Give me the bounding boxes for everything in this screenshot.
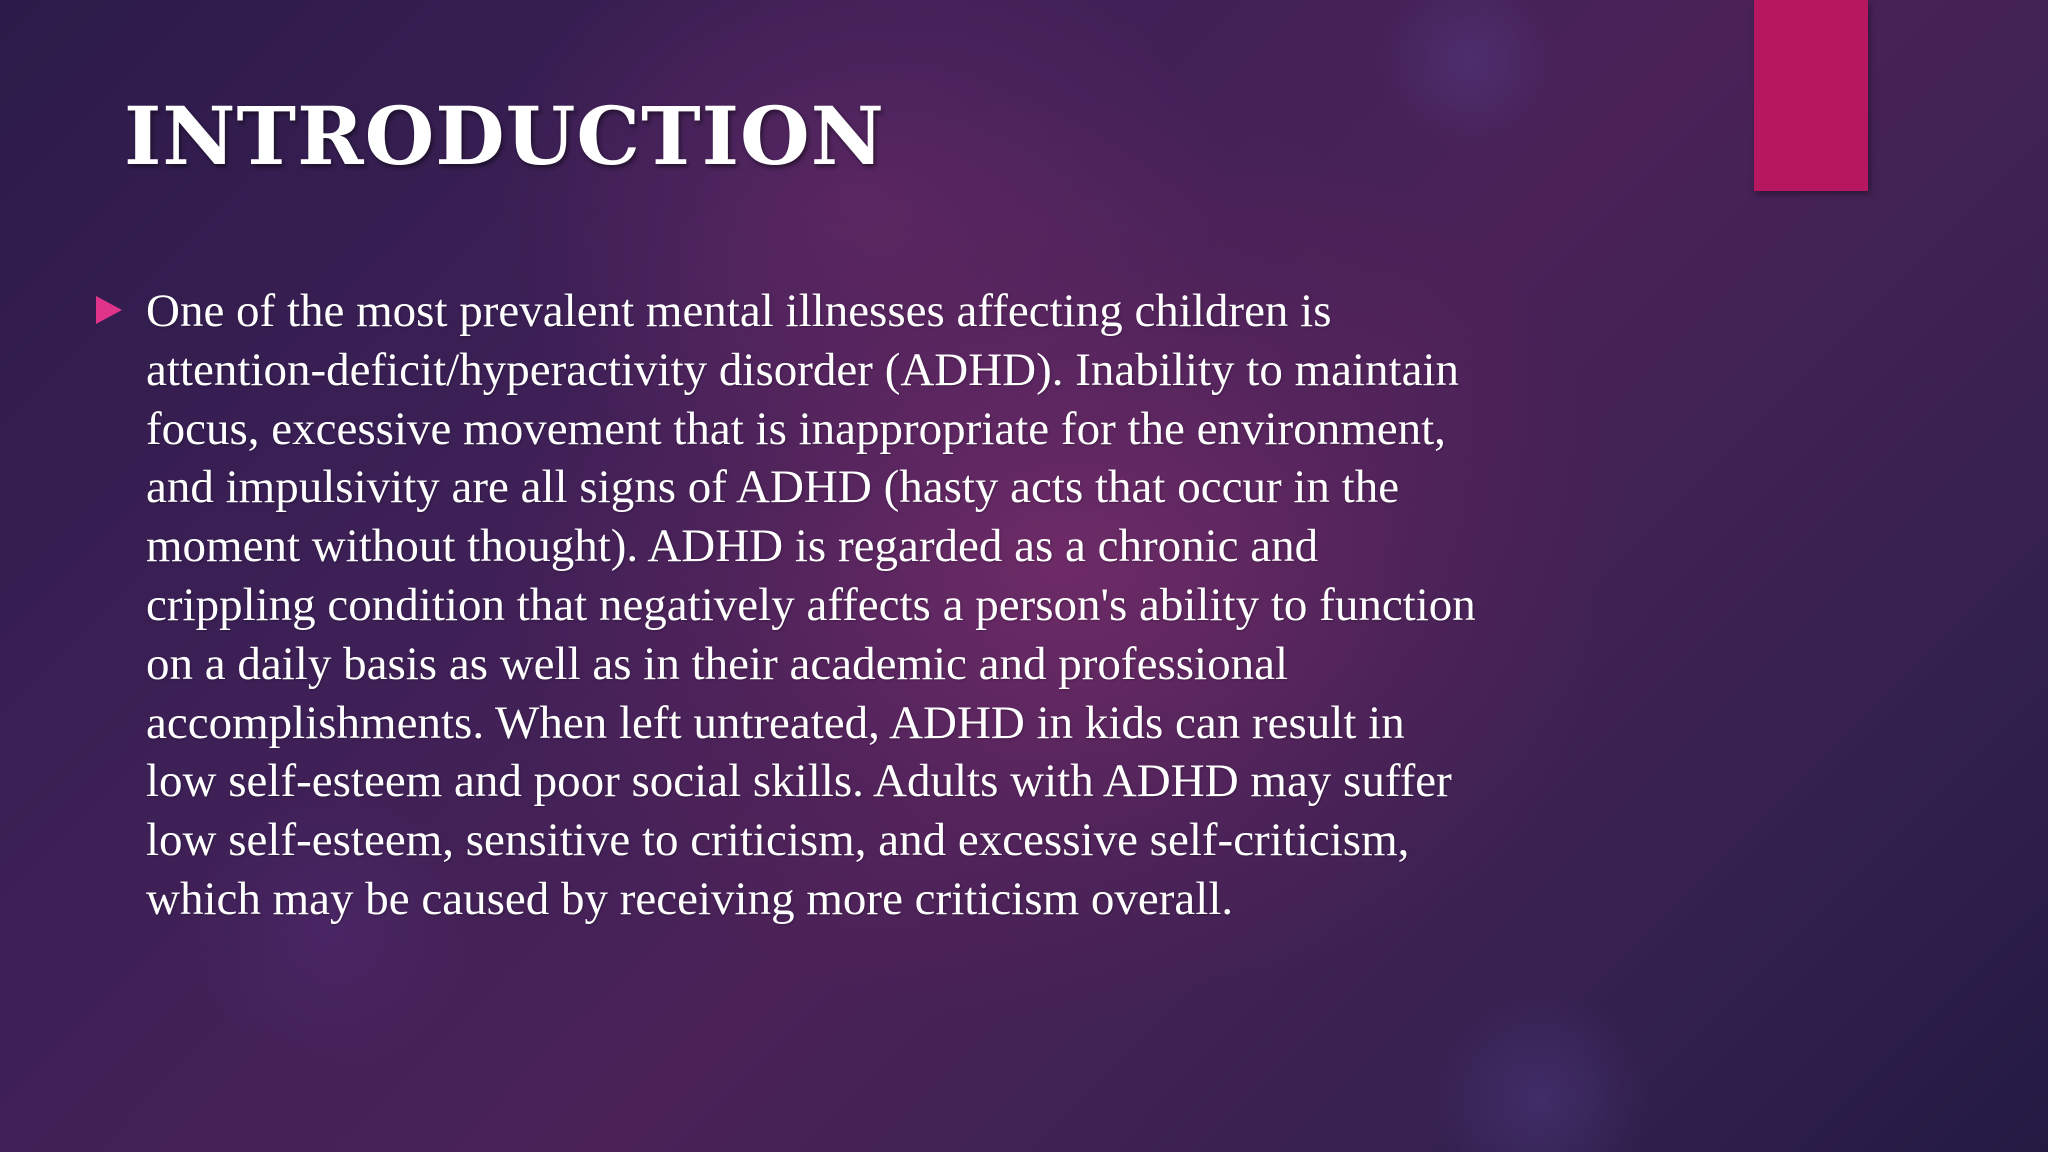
bullet-item	[96, 282, 1596, 929]
slide-title: INTRODUCTION	[124, 89, 885, 183]
accent-bar	[1754, 0, 1868, 191]
triangle-right-icon	[96, 296, 122, 324]
bullet-text: One of the most prevalent mental illnesses affecting children is attention-deficit/hyperactivity disorder (ADHD). Inability to maintain focus, excessive movement that is inappropriate for the environment, and impulsivity are all signs of ADHD (hasty acts that occur in the moment without thought). ADHD is regarded as a chronic and crippling condition that negatively affects a person's ability to function on a daily basis as well as in their academic and professional accomplishments. When left untreated, ADHD in kids can result in low self-esteem and poor social skills. Adults with ADHD may suffer low self-esteem, sensitive to criticism, and excessive self-criticism, which may be caused by receiving more criticism overall.	[146, 285, 1476, 925]
